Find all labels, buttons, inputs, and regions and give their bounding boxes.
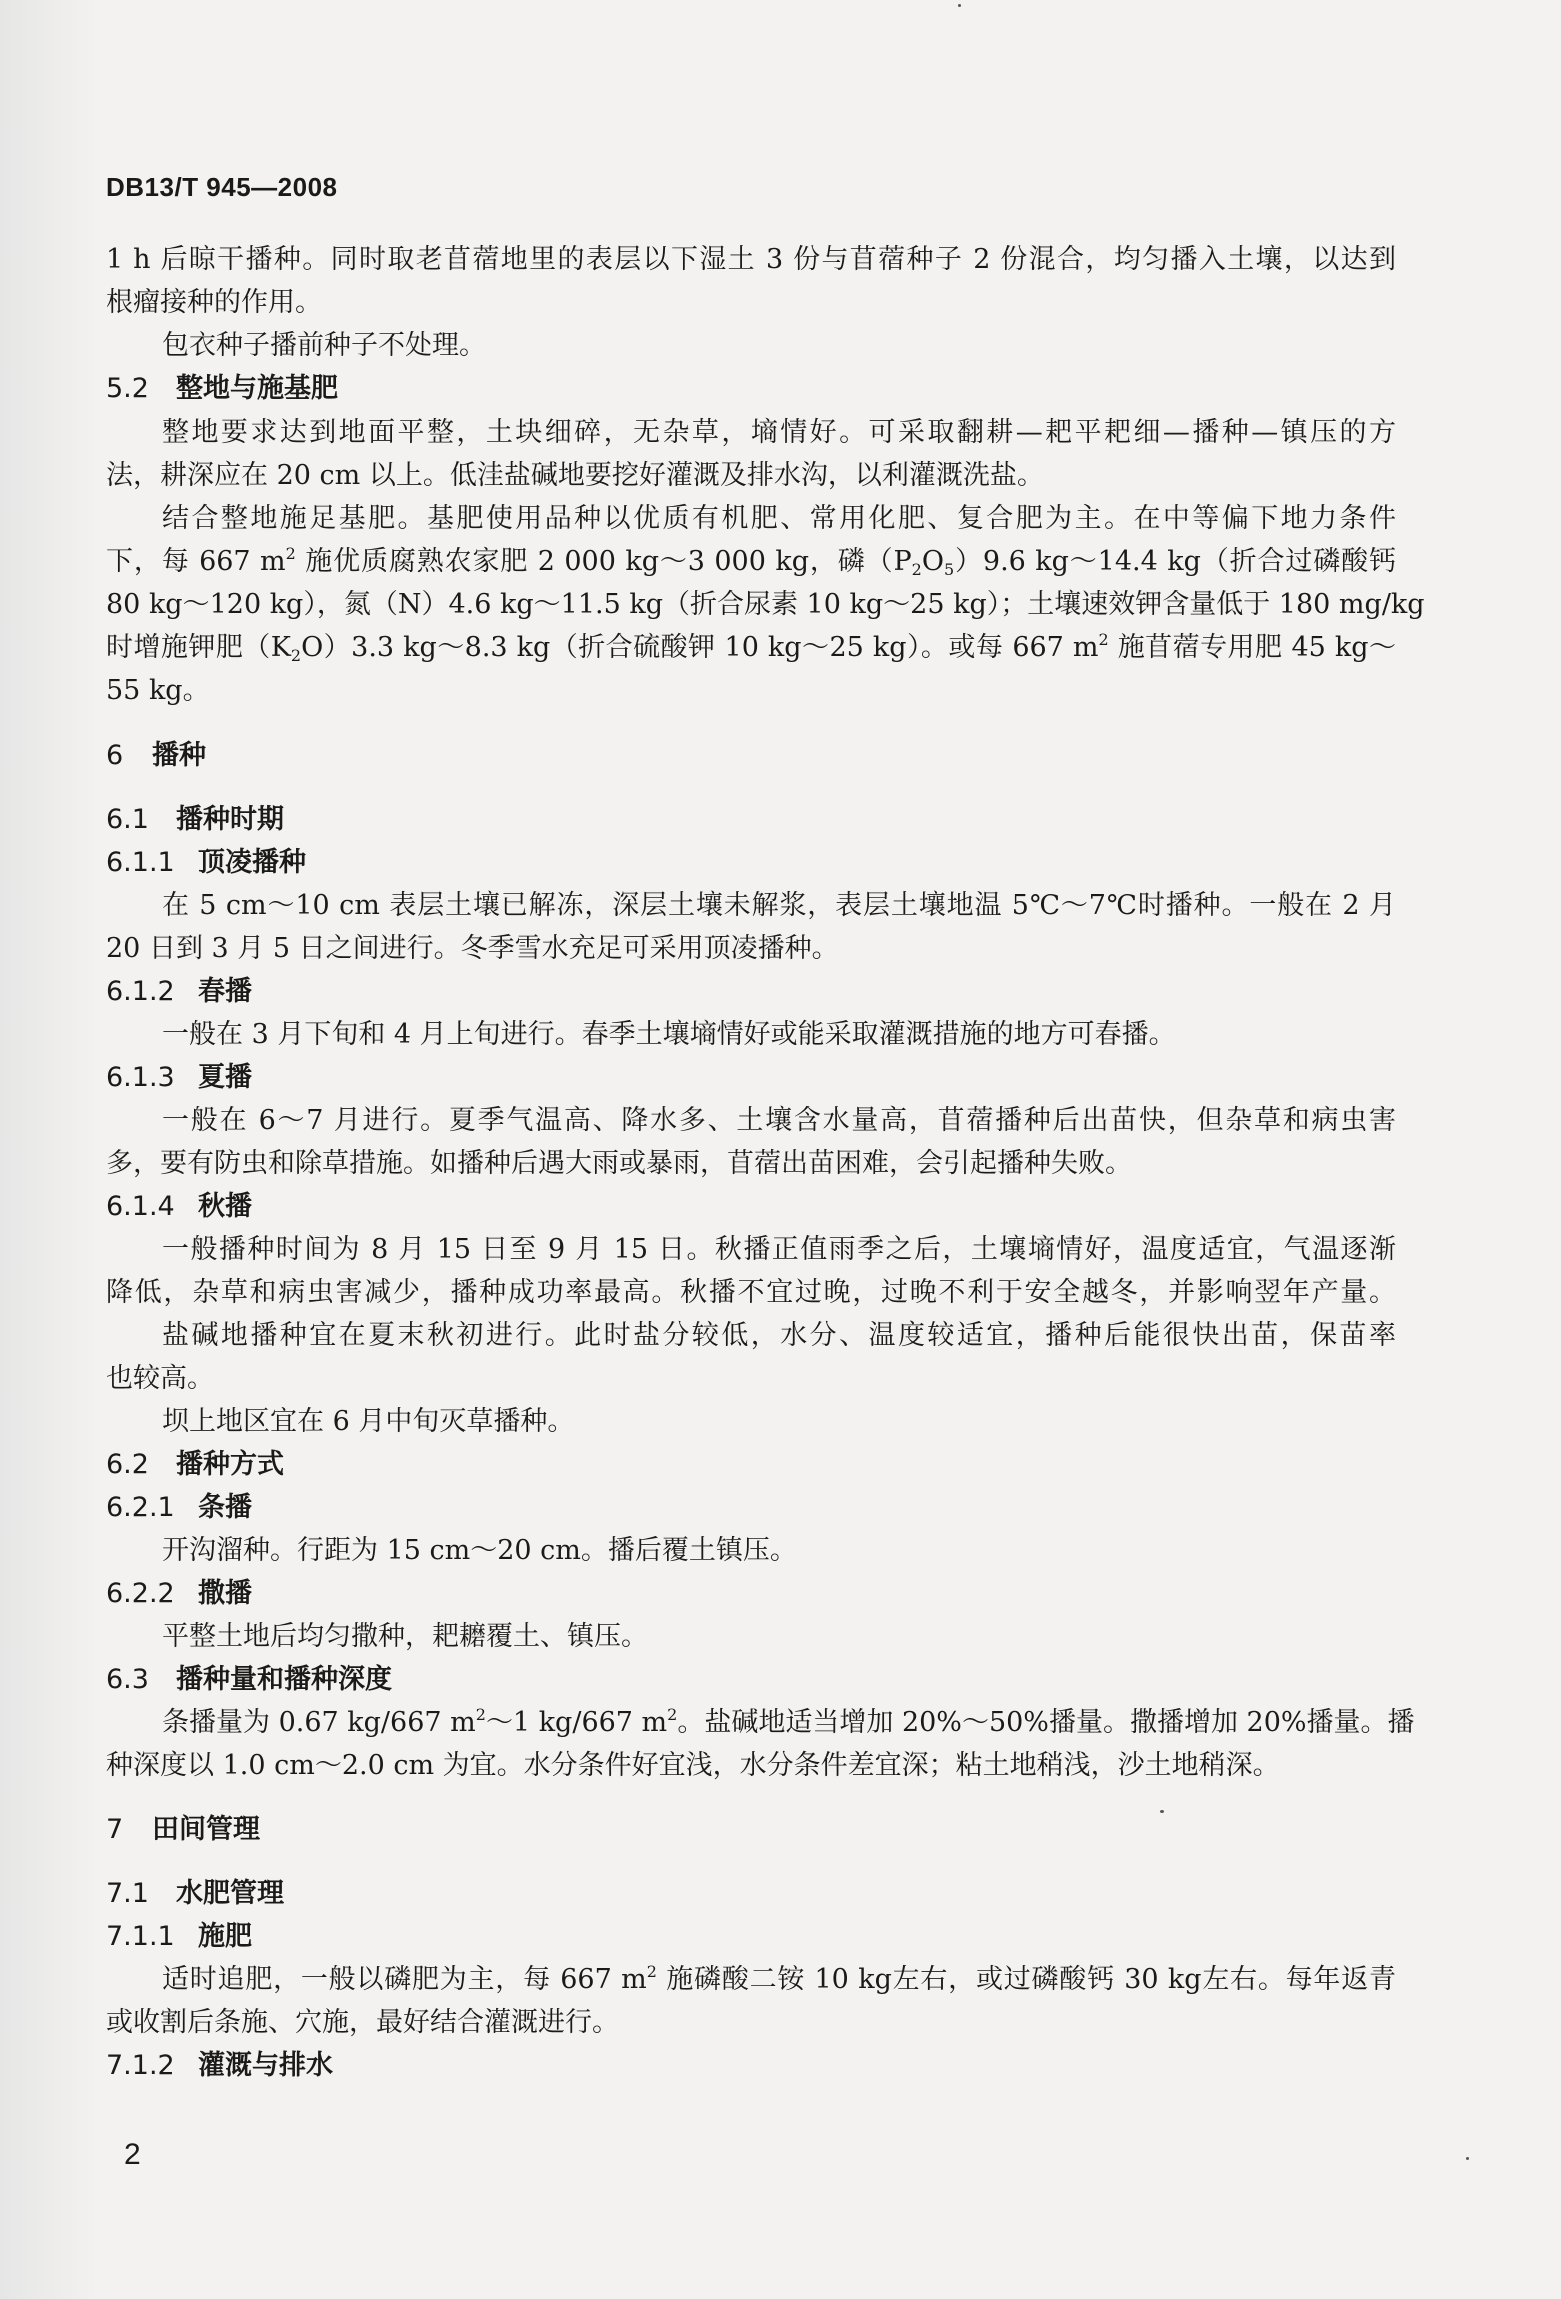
section-title: 秋播: [198, 1191, 252, 1222]
page-number: 2: [124, 2138, 141, 2171]
section-title: 水肥管理: [176, 1878, 284, 1909]
paragraph-line: 也较高。: [106, 1363, 214, 1394]
paragraph-line: 一般在 6～7 月进行。夏季气温高、降水多、土壤含水量高，苜蓿播种后出苗快，但杂草和病虫害: [162, 1105, 1396, 1136]
paragraph-line: 或收割后条施、穴施，最好结合灌溉进行。: [106, 2007, 619, 2038]
text-run: O）3.3 kg～8.3 kg（折合硫酸钾 10 kg～25 kg）。或每 667 m: [301, 632, 1099, 663]
section-number: 5.2: [106, 373, 149, 404]
section-heading-6-1-4: [106, 1187, 252, 1227]
section-number: 7.1.1: [106, 1921, 175, 1952]
section-number: 6.1.3: [106, 1062, 175, 1093]
section-title: 播种时期: [176, 804, 284, 835]
subscript: 2: [290, 646, 302, 665]
section-number: 6.2: [106, 1449, 149, 1480]
text-run: 。盐碱地适当增加 20%～50%播量。撒播增加 20%播量。播: [677, 1707, 1415, 1738]
text-run: ）9.6 kg～14.4 kg（折合过磷酸钙: [954, 546, 1396, 577]
section-title: 播种量和播种深度: [176, 1664, 392, 1695]
paragraph-line: 种深度以 1.0 cm～2.0 cm 为宜。水分条件好宜浅，水分条件差宜深；粘土地稍浅，沙土地稍深。: [106, 1750, 1280, 1781]
document-code: DB13/T 945—2008: [106, 172, 338, 202]
section-heading-6-1-3: [106, 1058, 252, 1098]
paragraph-line: 包衣种子播前种子不处理。: [162, 330, 486, 361]
section-title: 整地与施基肥: [176, 373, 338, 404]
scan-speck: [1160, 1810, 1164, 1813]
paragraph-line: 开沟溜种。行距为 15 cm～20 cm。播后覆土镇压。: [162, 1535, 797, 1566]
section-heading-7-1: [106, 1874, 284, 1914]
section-title: 播种方式: [176, 1449, 284, 1480]
paragraph-line: [162, 1703, 1415, 1743]
paragraph-line: 多，要有防虫和除草措施。如播种后遇大雨或暴雨，苜蓿出苗困难，会引起播种失败。: [106, 1148, 1132, 1179]
section-number: 6.1.4: [106, 1191, 175, 1222]
section-number: 6.1.1: [106, 847, 175, 878]
paragraph-line: [106, 542, 1396, 582]
section-heading-5-2: [106, 369, 338, 409]
paragraph-line: 盐碱地播种宜在夏末秋初进行。此时盐分较低，水分、温度较适宜，播种后能很快出苗，保苗率: [162, 1320, 1396, 1351]
section-number: 6: [106, 740, 124, 771]
section-heading-7-1-1: [106, 1917, 252, 1957]
section-heading-6: [106, 736, 206, 776]
text-run: 施苜蓿专用肥 45 kg～: [1108, 632, 1396, 663]
paragraph-line: 1 h 后晾干播种。同时取老苜蓿地里的表层以下湿土 3 份与苜蓿种子 2 份混合，均匀播入土壤，以达到: [106, 244, 1396, 275]
paragraph-line: 根瘤接种的作用。: [106, 287, 322, 318]
section-title: 播种: [152, 740, 206, 771]
superscript: 2: [475, 1705, 486, 1724]
text-run: 施磷酸二铵 10 kg左右，或过磷酸钙 30 kg左右。每年返青: [656, 1964, 1396, 1995]
paragraph-line: [106, 628, 1396, 668]
text-run: 适时追肥，一般以磷肥为主，每 667 m: [162, 1964, 647, 1995]
text-run: O: [921, 546, 944, 577]
text-run: 条播量为 0.67 kg/667 m: [162, 1707, 476, 1738]
section-title: 施肥: [198, 1921, 252, 1952]
text-run: 施优质腐熟农家肥 2 000 kg～3 000 kg，磷（P: [295, 546, 912, 577]
section-number: 7.1.2: [106, 2050, 175, 2081]
section-heading-6-2-1: [106, 1488, 252, 1528]
section-number: 6.1.2: [106, 976, 175, 1007]
superscript: 2: [646, 1962, 657, 1981]
section-title: 田间管理: [152, 1814, 260, 1845]
section-heading-7: [106, 1810, 260, 1850]
text-run: 时增施钾肥（K: [106, 632, 291, 663]
superscript: 2: [1098, 630, 1109, 649]
paragraph-line: 55 kg。: [106, 675, 210, 706]
paragraph-line: 平整土地后均匀撒种，耙耱覆土、镇压。: [162, 1621, 648, 1652]
scan-speck: [1466, 2157, 1469, 2160]
section-heading-6-3: [106, 1660, 392, 1700]
subscript: 2: [911, 560, 922, 579]
paragraph-line: 结合整地施足基肥。基肥使用品种以优质有机肥、常用化肥、复合肥为主。在中等偏下地力条件: [162, 503, 1396, 534]
section-heading-6-2-2: [106, 1574, 252, 1614]
paragraph-line: 80 kg～120 kg），氮（N）4.6 kg～11.5 kg（折合尿素 10 kg～25 kg）；土壤速效钾含量低于 180 mg/kg: [106, 589, 1425, 620]
paragraph-line: 一般在 3 月下旬和 4 月上旬进行。春季土壤墒情好或能采取灌溉措施的地方可春播。: [162, 1019, 1176, 1050]
section-title: 条播: [198, 1492, 252, 1523]
section-heading-6-1: [106, 800, 284, 840]
section-number: 7: [106, 1814, 124, 1845]
section-number: 6.1: [106, 804, 149, 835]
text-run: ～1 kg/667 m: [485, 1707, 668, 1738]
section-heading-6-1-1: [106, 843, 306, 883]
section-heading-6-1-2: [106, 972, 252, 1012]
section-number: 6.2.1: [106, 1492, 175, 1523]
section-title: 撒播: [198, 1578, 252, 1609]
section-title: 顶凌播种: [198, 847, 306, 878]
paragraph-line: 20 日到 3 月 5 日之间进行。冬季雪水充足可采用顶凌播种。: [106, 933, 839, 964]
section-title: 春播: [198, 976, 252, 1007]
paragraph-line: [162, 1960, 1396, 2000]
section-number: 6.2.2: [106, 1578, 175, 1609]
paragraph-line: 法，耕深应在 20 cm 以上。低洼盐碱地要挖好灌溉及排水沟，以利灌溉洗盐。: [106, 460, 1044, 491]
text-run: 下，每 667 m: [106, 546, 286, 577]
section-title: 夏播: [198, 1062, 252, 1093]
section-heading-6-2: [106, 1445, 284, 1485]
superscript: 2: [667, 1705, 678, 1724]
scan-speck: [958, 4, 961, 7]
subscript: 5: [943, 560, 955, 579]
paragraph-line: 坝上地区宜在 6 月中旬灭草播种。: [162, 1406, 575, 1437]
section-number: 7.1: [106, 1878, 149, 1909]
paragraph-line: 一般播种时间为 8 月 15 日至 9 月 15 日。秋播正值雨季之后，土壤墒情好，温度适宜，气温逐渐: [162, 1234, 1396, 1265]
section-heading-7-1-2: [106, 2046, 333, 2086]
scan-shadow: [0, 0, 100, 2299]
paragraph-line: 在 5 cm～10 cm 表层土壤已解冻，深层土壤未解浆，表层土壤地温 5℃～7℃时播种。一般在 2 月: [162, 890, 1396, 921]
superscript: 2: [285, 544, 296, 563]
paragraph-line: 整地要求达到地面平整，土块细碎，无杂草，墒情好。可采取翻耕—耙平耙细—播种—镇压的方: [162, 417, 1396, 448]
section-number: 6.3: [106, 1664, 149, 1695]
section-title: 灌溉与排水: [198, 2050, 333, 2081]
paragraph-line: 降低，杂草和病虫害减少，播种成功率最高。秋播不宜过晚，过晚不利于安全越冬，并影响翌年产量。: [106, 1277, 1396, 1308]
